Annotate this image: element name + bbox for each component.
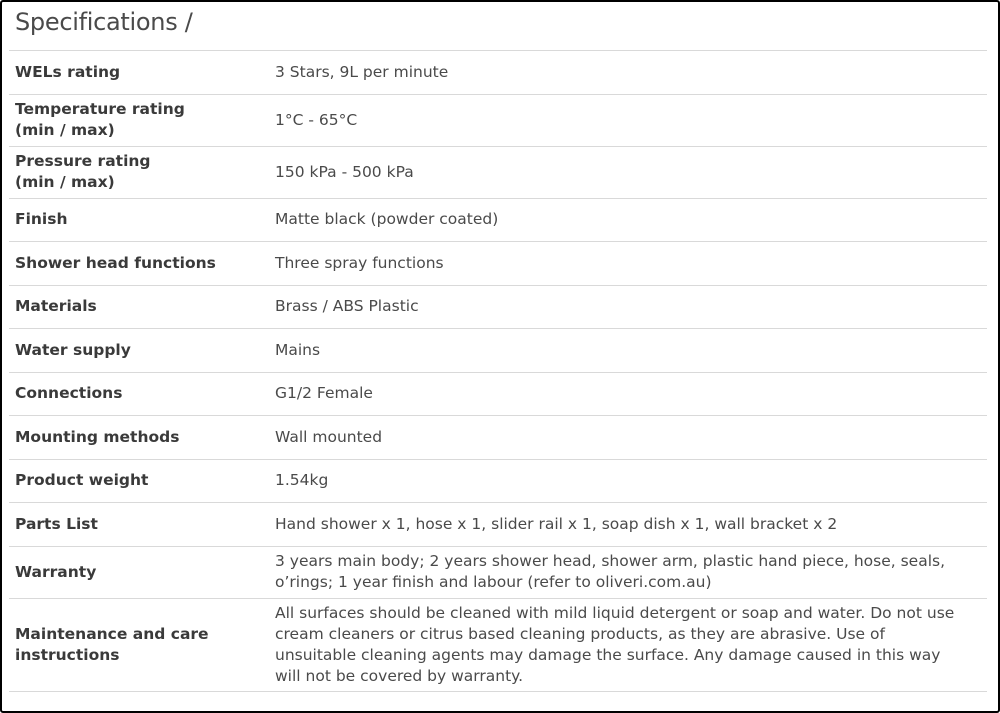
spec-label: Temperature rating (min / max) [15, 100, 185, 139]
spec-value: 1°C - 65°C [275, 110, 358, 129]
spec-value: 3 years main body; 2 years shower head, shower arm, plastic hand piece, hose, seals, o’rings; 1 year finish and labour (refer to oliveri.com.au) [275, 552, 946, 591]
spec-value: 150 kPa - 500 kPa [275, 162, 414, 181]
spec-value: Brass / ABS Plastic [275, 297, 419, 316]
spec-value: 1.54kg [275, 471, 329, 490]
spec-label: Product weight [15, 471, 149, 490]
table-row [9, 416, 987, 460]
spec-value: 3 Stars, 9L per minute [275, 62, 449, 81]
spec-value: All surfaces should be cleaned with mild liquid detergent or soap and water. Do not use cream cleaners or citrus based cleaning products, as they are abrasive. Use of unsuitable cleaning agents may damage the surface. Any damage caused in this way will not be covered by warranty. [275, 603, 955, 685]
spec-label: Water supply [15, 340, 131, 359]
table-row [9, 373, 987, 417]
spec-value: Wall mounted [275, 427, 383, 446]
table-row [9, 242, 987, 286]
spec-value: Three spray functions [275, 253, 444, 272]
table-row [9, 599, 987, 692]
spec-label: Connections [15, 384, 123, 403]
spec-label: Finish [15, 210, 68, 229]
spec-label: Parts List [15, 514, 98, 533]
spec-label: Pressure rating (min / max) [15, 152, 151, 191]
spec-label: Shower head functions [15, 253, 216, 272]
table-row [9, 460, 987, 504]
spec-value: Matte black (powder coated) [275, 210, 499, 229]
spec-label: Maintenance and care instructions [15, 624, 209, 664]
spec-value: Mains [275, 340, 321, 359]
specifications-table [9, 50, 987, 692]
table-row [9, 199, 987, 243]
page-title: Specifications / [15, 8, 193, 36]
table-row [9, 329, 987, 373]
spec-label: WELs rating [15, 62, 121, 81]
table-row [9, 547, 987, 599]
table-row [9, 51, 987, 95]
spec-value: G1/2 Female [275, 384, 373, 403]
spec-label: Materials [15, 297, 97, 316]
table-row [9, 503, 987, 547]
table-row [9, 147, 987, 199]
spec-value: Hand shower x 1, hose x 1, slider rail x 1, soap dish x 1, wall bracket x 2 [275, 514, 838, 533]
table-row [9, 286, 987, 330]
spec-label: Warranty [15, 562, 97, 581]
table-row [9, 95, 987, 147]
spec-label: Mounting methods [15, 427, 180, 446]
